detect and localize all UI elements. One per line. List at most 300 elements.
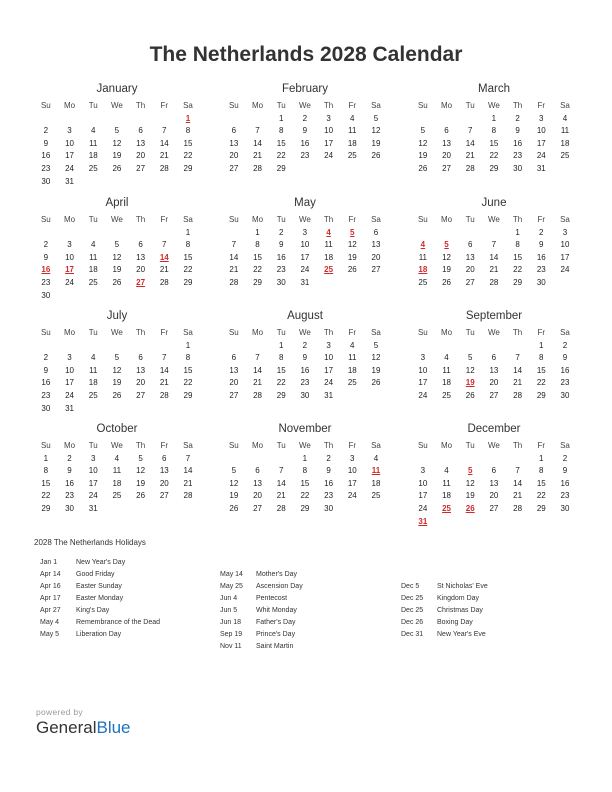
day: 11	[348, 353, 357, 363]
day: 11	[442, 365, 451, 375]
day: 26	[112, 390, 122, 400]
day: 23	[560, 378, 570, 388]
day: 25	[347, 151, 357, 161]
weekday-header: Th	[135, 441, 146, 450]
weekday-header: Sa	[371, 101, 381, 110]
day: 20	[136, 151, 146, 161]
day: 29	[536, 390, 546, 400]
holiday-day: 25	[324, 265, 334, 275]
holiday-item	[220, 593, 303, 605]
empty-day	[435, 453, 459, 466]
empty-day	[411, 340, 435, 353]
holiday-day: 26	[465, 503, 475, 513]
day: 19	[229, 491, 239, 501]
day: 30	[513, 163, 523, 173]
month-september	[411, 309, 577, 403]
weekday-header: Fr	[348, 215, 357, 224]
holiday-date: Dec 25	[401, 595, 424, 602]
month-name: January	[96, 83, 138, 95]
day: 21	[513, 491, 523, 501]
day: 17	[560, 252, 570, 262]
day: 18	[371, 478, 381, 488]
holiday-item	[40, 617, 160, 629]
day: 16	[300, 138, 310, 148]
month-october	[34, 422, 200, 516]
day: 26	[229, 503, 239, 513]
day: 9	[562, 466, 568, 476]
month-name: December	[467, 423, 521, 435]
day: 19	[112, 378, 122, 388]
day: 27	[229, 163, 239, 173]
weekday-header: Fr	[537, 328, 546, 337]
day: 17	[418, 491, 428, 501]
day: 26	[465, 390, 475, 400]
day: 11	[418, 252, 427, 262]
holiday-date: Jun 4	[220, 595, 238, 602]
day: 15	[513, 252, 523, 262]
day: 27	[489, 390, 499, 400]
day: 11	[112, 466, 122, 476]
day: 17	[65, 151, 74, 161]
holiday-day: 14	[159, 252, 169, 262]
day: 18	[347, 138, 357, 148]
weekday-header: Tu	[465, 215, 475, 224]
holiday-item	[401, 593, 488, 605]
day: 25	[442, 390, 451, 400]
weekday-header: Th	[512, 441, 523, 450]
empty-day	[105, 340, 129, 353]
month-name: June	[481, 197, 507, 209]
empty-day	[411, 227, 435, 240]
weekday-header: Sa	[183, 215, 193, 224]
day: 14	[229, 252, 239, 262]
month-name: August	[287, 310, 323, 322]
day: 15	[536, 478, 546, 488]
day: 29	[183, 277, 193, 287]
day: 3	[420, 466, 426, 476]
day: 16	[65, 478, 74, 488]
weekday-header: Mo	[63, 441, 76, 450]
day: 8	[185, 126, 191, 136]
weekday-header: Sa	[560, 101, 570, 110]
holiday-date: May 25	[220, 583, 243, 590]
weekday-header: Fr	[537, 215, 546, 224]
day: 29	[536, 503, 546, 513]
day: 2	[302, 340, 308, 350]
day: 11	[89, 365, 98, 375]
day: 1	[539, 340, 544, 350]
page-title: The Netherlands 2028 Calendar	[149, 43, 463, 66]
holiday-date: Apr 16	[40, 583, 61, 590]
day: 17	[418, 378, 428, 388]
holiday-date: Dec 25	[401, 607, 424, 614]
day: 8	[278, 353, 284, 363]
day: 13	[136, 252, 146, 262]
day: 27	[371, 265, 381, 275]
day: 29	[253, 277, 262, 287]
empty-day	[411, 113, 435, 126]
day: 17	[347, 478, 357, 488]
day: 23	[276, 265, 286, 275]
day: 1	[302, 453, 308, 463]
day: 30	[65, 503, 74, 513]
day: 25	[88, 390, 98, 400]
day: 1	[255, 227, 260, 237]
holiday-list-column-3	[401, 581, 488, 641]
weekday-header: We	[487, 215, 500, 224]
day: 10	[347, 466, 357, 476]
day: 7	[278, 466, 284, 476]
empty-day	[458, 453, 482, 466]
holiday-day: 25	[442, 503, 451, 513]
day: 25	[371, 491, 381, 501]
weekday-header: Su	[417, 441, 428, 450]
day: 30	[560, 503, 570, 513]
day: 12	[112, 365, 122, 375]
weekday-header: Tu	[88, 215, 98, 224]
weekday-header: Su	[228, 215, 239, 224]
weekday-header: Tu	[276, 328, 286, 337]
holiday-day: 5	[467, 466, 473, 476]
day: 27	[442, 163, 451, 173]
day: 1	[185, 340, 191, 350]
day: 18	[442, 378, 451, 388]
day: 11	[560, 126, 570, 136]
holiday-date: Jun 18	[220, 619, 242, 626]
holiday-day: 4	[326, 227, 331, 237]
day: 4	[114, 453, 120, 463]
empty-day	[81, 113, 105, 126]
day: 1	[43, 453, 49, 463]
day: 28	[489, 277, 499, 287]
day: 10	[560, 240, 570, 250]
day: 16	[513, 138, 523, 148]
month-name: September	[465, 310, 523, 322]
day: 14	[159, 365, 169, 375]
day: 27	[489, 503, 499, 513]
day: 1	[278, 113, 284, 123]
day: 23	[41, 390, 51, 400]
holiday-day: 18	[418, 265, 428, 275]
day: 31	[65, 403, 74, 413]
day: 3	[67, 353, 72, 363]
weekday-header: Th	[135, 328, 146, 337]
weekday-header: Su	[40, 215, 51, 224]
weekday-header: Sa	[560, 441, 570, 450]
weekday-header: Tu	[88, 328, 98, 337]
empty-day	[152, 113, 176, 126]
day: 27	[229, 390, 239, 400]
weekday-header: Sa	[371, 215, 381, 224]
weekday-header: Fr	[348, 101, 357, 110]
day: 3	[90, 453, 96, 463]
holiday-item	[220, 629, 303, 641]
day: 3	[562, 227, 568, 237]
day: 9	[539, 240, 544, 250]
day: 2	[43, 126, 49, 136]
day: 7	[162, 240, 167, 250]
day: 24	[300, 265, 310, 275]
day: 15	[300, 478, 310, 488]
day: 8	[185, 353, 191, 363]
weekday-header: We	[487, 101, 500, 110]
day: 7	[255, 353, 260, 363]
month-name: November	[278, 423, 332, 435]
empty-day	[269, 453, 293, 466]
weekday-header: Th	[512, 328, 523, 337]
weekday-header: Sa	[183, 441, 193, 450]
day: 20	[159, 478, 169, 488]
month-january	[34, 82, 200, 188]
day: 28	[465, 163, 475, 173]
day: 4	[444, 466, 449, 476]
day: 15	[41, 478, 51, 488]
day: 19	[442, 265, 451, 275]
weekday-header: Mo	[63, 215, 76, 224]
day: 28	[513, 503, 523, 513]
weekday-header: Tu	[465, 328, 475, 337]
weekday-header: Mo	[251, 215, 264, 224]
day: 11	[89, 138, 98, 148]
day: 16	[560, 478, 570, 488]
day: 24	[65, 390, 74, 400]
month-december	[411, 422, 577, 528]
day: 20	[136, 265, 146, 275]
day: 8	[43, 466, 49, 476]
day: 19	[112, 151, 122, 161]
day: 2	[278, 227, 284, 237]
day: 13	[136, 138, 146, 148]
empty-day	[222, 453, 246, 466]
day: 1	[278, 340, 284, 350]
weekday-header: Mo	[440, 101, 453, 110]
day: 14	[253, 138, 262, 148]
day: 17	[300, 252, 310, 262]
day: 13	[253, 478, 262, 488]
day: 23	[300, 378, 310, 388]
empty-day	[105, 227, 129, 240]
day: 22	[300, 491, 310, 501]
day: 22	[536, 491, 546, 501]
day: 6	[491, 353, 497, 363]
day: 6	[138, 126, 143, 136]
day: 3	[350, 453, 355, 463]
day: 9	[43, 365, 49, 375]
day: 20	[229, 151, 239, 161]
day: 4	[90, 353, 96, 363]
day: 14	[253, 365, 262, 375]
day: 21	[229, 265, 239, 275]
empty-day	[482, 227, 506, 240]
weekday-header: We	[487, 441, 500, 450]
day: 4	[444, 353, 449, 363]
holiday-item	[401, 629, 488, 641]
day: 21	[465, 151, 475, 161]
day: 30	[300, 390, 310, 400]
day: 8	[278, 126, 284, 136]
weekday-header: Fr	[348, 328, 357, 337]
day: 18	[442, 491, 451, 501]
day: 25	[88, 163, 98, 173]
weekday-header: Fr	[160, 215, 169, 224]
day: 6	[444, 126, 449, 136]
day: 31	[300, 277, 310, 287]
day: 5	[231, 466, 237, 476]
weekday-header: We	[298, 215, 311, 224]
day: 24	[560, 265, 570, 275]
day: 9	[302, 126, 308, 136]
day: 12	[112, 138, 122, 148]
weekday-header: We	[487, 328, 500, 337]
day: 22	[183, 265, 193, 275]
day: 17	[324, 138, 334, 148]
weekday-header: We	[110, 328, 123, 337]
day: 8	[255, 240, 260, 250]
day: 19	[371, 365, 381, 375]
day: 28	[276, 503, 286, 513]
day: 26	[112, 277, 122, 287]
weekday-header: Su	[228, 328, 239, 337]
day: 6	[255, 466, 260, 476]
day: 31	[65, 176, 74, 186]
weekday-header: Fr	[160, 101, 169, 110]
holiday-item	[40, 605, 160, 617]
empty-day	[81, 340, 105, 353]
day: 25	[347, 378, 357, 388]
day: 5	[114, 240, 120, 250]
day: 10	[65, 138, 74, 148]
weekday-header: Th	[135, 101, 146, 110]
month-april	[34, 196, 200, 302]
generalblue-logo[interactable]	[36, 718, 131, 738]
day: 21	[159, 378, 169, 388]
day: 13	[159, 466, 169, 476]
day: 20	[489, 491, 499, 501]
day: 23	[65, 491, 74, 501]
day: 1	[539, 453, 544, 463]
weekday-header: Sa	[371, 328, 381, 337]
day: 6	[491, 466, 497, 476]
day: 3	[302, 227, 308, 237]
weekday-header: Tu	[88, 441, 98, 450]
day: 15	[276, 365, 286, 375]
day: 26	[136, 491, 146, 501]
empty-day	[34, 340, 58, 353]
day: 9	[43, 252, 49, 262]
empty-day	[58, 113, 82, 126]
day: 25	[418, 277, 428, 287]
empty-day	[105, 113, 129, 126]
day: 12	[418, 138, 428, 148]
day: 29	[41, 503, 51, 513]
day: 27	[136, 390, 146, 400]
holiday-item	[401, 605, 488, 617]
day: 23	[300, 151, 310, 161]
day: 3	[326, 340, 331, 350]
day: 13	[136, 365, 146, 375]
day: 4	[373, 453, 379, 463]
day: 13	[465, 252, 475, 262]
holiday-name: Whit Monday	[256, 607, 297, 614]
month-name: March	[478, 83, 510, 95]
day: 24	[347, 491, 357, 501]
holiday-date: Dec 26	[401, 619, 424, 626]
empty-day	[411, 453, 435, 466]
day: 10	[65, 252, 74, 262]
holiday-date: May 4	[40, 619, 60, 626]
day: 13	[442, 138, 451, 148]
day: 15	[489, 138, 499, 148]
month-march	[411, 82, 577, 176]
day: 21	[183, 478, 193, 488]
day: 26	[112, 163, 122, 173]
day: 22	[276, 151, 286, 161]
holiday-item	[40, 593, 160, 605]
holiday-date: Apr 27	[40, 607, 61, 614]
weekday-header: We	[298, 441, 311, 450]
day: 6	[138, 240, 143, 250]
weekday-header: Tu	[88, 101, 98, 110]
holiday-name: Liberation Day	[76, 631, 122, 638]
day: 22	[536, 378, 546, 388]
day: 6	[231, 353, 237, 363]
day: 1	[515, 227, 520, 237]
empty-day	[435, 113, 459, 126]
month-name: October	[96, 423, 138, 435]
day: 10	[88, 466, 98, 476]
day: 7	[162, 126, 167, 136]
day: 4	[90, 126, 96, 136]
day: 8	[539, 466, 544, 476]
day: 29	[183, 163, 193, 173]
holiday-item	[40, 557, 160, 569]
holiday-date: May 14	[220, 571, 243, 578]
day: 15	[183, 138, 193, 148]
day: 2	[43, 353, 49, 363]
day: 14	[159, 138, 169, 148]
month-august	[222, 309, 388, 403]
day: 19	[371, 138, 381, 148]
day: 30	[560, 390, 570, 400]
day: 9	[515, 126, 520, 136]
empty-day	[129, 340, 153, 353]
day: 26	[442, 277, 451, 287]
weekday-header: Tu	[276, 101, 286, 110]
month-name: February	[281, 83, 329, 95]
holiday-date: Apr 14	[40, 571, 61, 578]
weekday-header: Th	[135, 215, 146, 224]
weekday-header: Mo	[251, 328, 264, 337]
day: 2	[67, 453, 72, 463]
day: 12	[229, 478, 239, 488]
day: 1	[185, 227, 191, 237]
day: 2	[43, 240, 49, 250]
day: 22	[183, 151, 193, 161]
month-may	[222, 196, 388, 290]
day: 8	[302, 466, 308, 476]
empty-day	[458, 227, 482, 240]
day: 12	[442, 252, 451, 262]
holiday-day: 31	[418, 516, 428, 526]
day: 5	[420, 126, 426, 136]
empty-day	[458, 340, 482, 353]
day: 9	[43, 138, 49, 148]
day: 6	[162, 453, 167, 463]
weekday-header: Fr	[537, 101, 546, 110]
day: 3	[67, 126, 72, 136]
day: 9	[302, 353, 308, 363]
day: 13	[229, 138, 239, 148]
